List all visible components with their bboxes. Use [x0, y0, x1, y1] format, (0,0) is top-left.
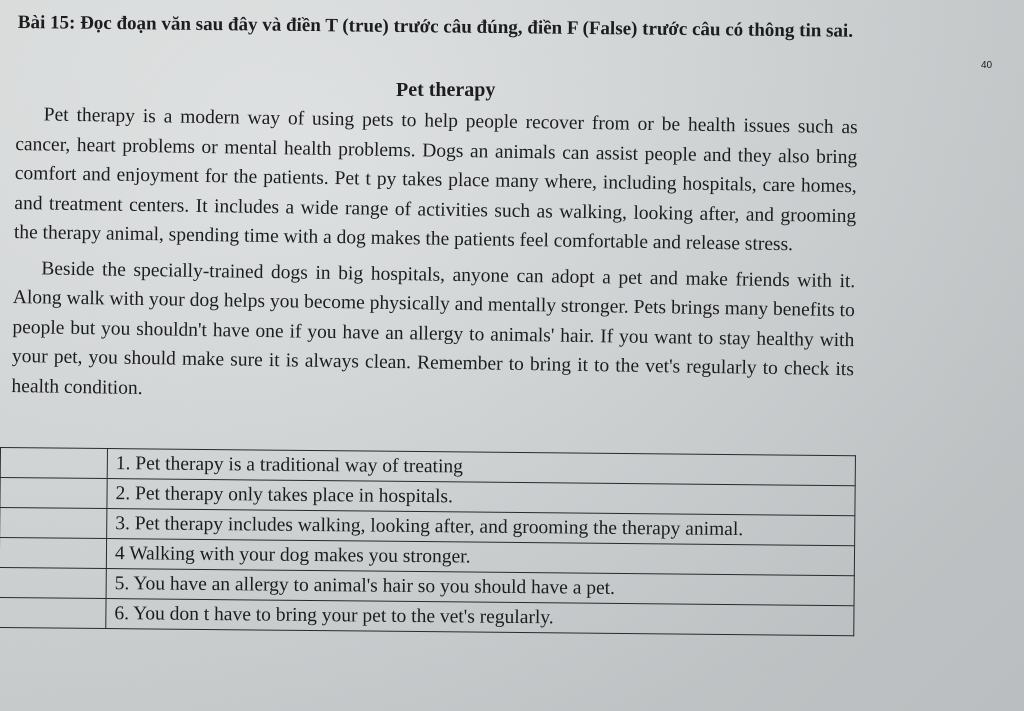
statement-text: 3. Pet therapy includes walking, looking after, and grooming the therapy animal.: [107, 509, 855, 546]
passage-paragraph-2: Beside the specially-trained dogs in big hospitals, anyone can adopt a pet and make friends with it. Along walk with your dog helps you become physically and mentally stronger. Pets brings many benefits to people but you shouldn't have one if you have an allergy to animals' hair. If you want to stay healthy with your pet, you should make sure it is always clean. Remember to bring it to the vet's regularly to check its health condition.: [11, 257, 856, 399]
page-number: 40: [981, 60, 993, 71]
statement-text: 6. You don t have to bring your pet to the vet's regularly.: [106, 599, 854, 636]
answer-cell[interactable]: [0, 567, 106, 598]
exercise-instructions: Bài 15: Đọc đoạn văn sau đây và điền T (true) trước câu đúng, điền F (False) trước câu có thông tin sai.: [17, 11, 854, 42]
answer-cell[interactable]: [0, 448, 107, 479]
passage-paragraph-1: Pet therapy is a modern way of using pets to help people recover from or be health issues such as cancer, heart problems or mental health problems. Dogs an animals can assist people and they also bring comfort and enjoyment for the patients. Pet t py takes place many where, including hospitals, care homes, and treatment centers. It includes a wide range of activities such as walking, looking after, and grooming the therapy animal, spending time with a dog makes the patients feel comfortable and release stress.: [13, 104, 858, 256]
statement-text: 5. You have an allergy to animal's hair so you should have a pet.: [106, 569, 854, 606]
statement-text: 4 Walking with your dog makes you stronger.: [106, 539, 854, 576]
answer-cell[interactable]: [0, 597, 106, 628]
answer-cell[interactable]: [0, 538, 107, 569]
statement-text: 1. Pet therapy is a traditional way of treating: [107, 449, 855, 486]
answer-cell[interactable]: [0, 478, 107, 509]
statement-text: 2. Pet therapy only takes place in hospitals.: [107, 479, 855, 516]
passage-title: Pet therapy: [396, 79, 496, 101]
true-false-table: [0, 447, 856, 636]
answer-cell[interactable]: [0, 508, 107, 539]
reading-passage: [11, 100, 858, 420]
